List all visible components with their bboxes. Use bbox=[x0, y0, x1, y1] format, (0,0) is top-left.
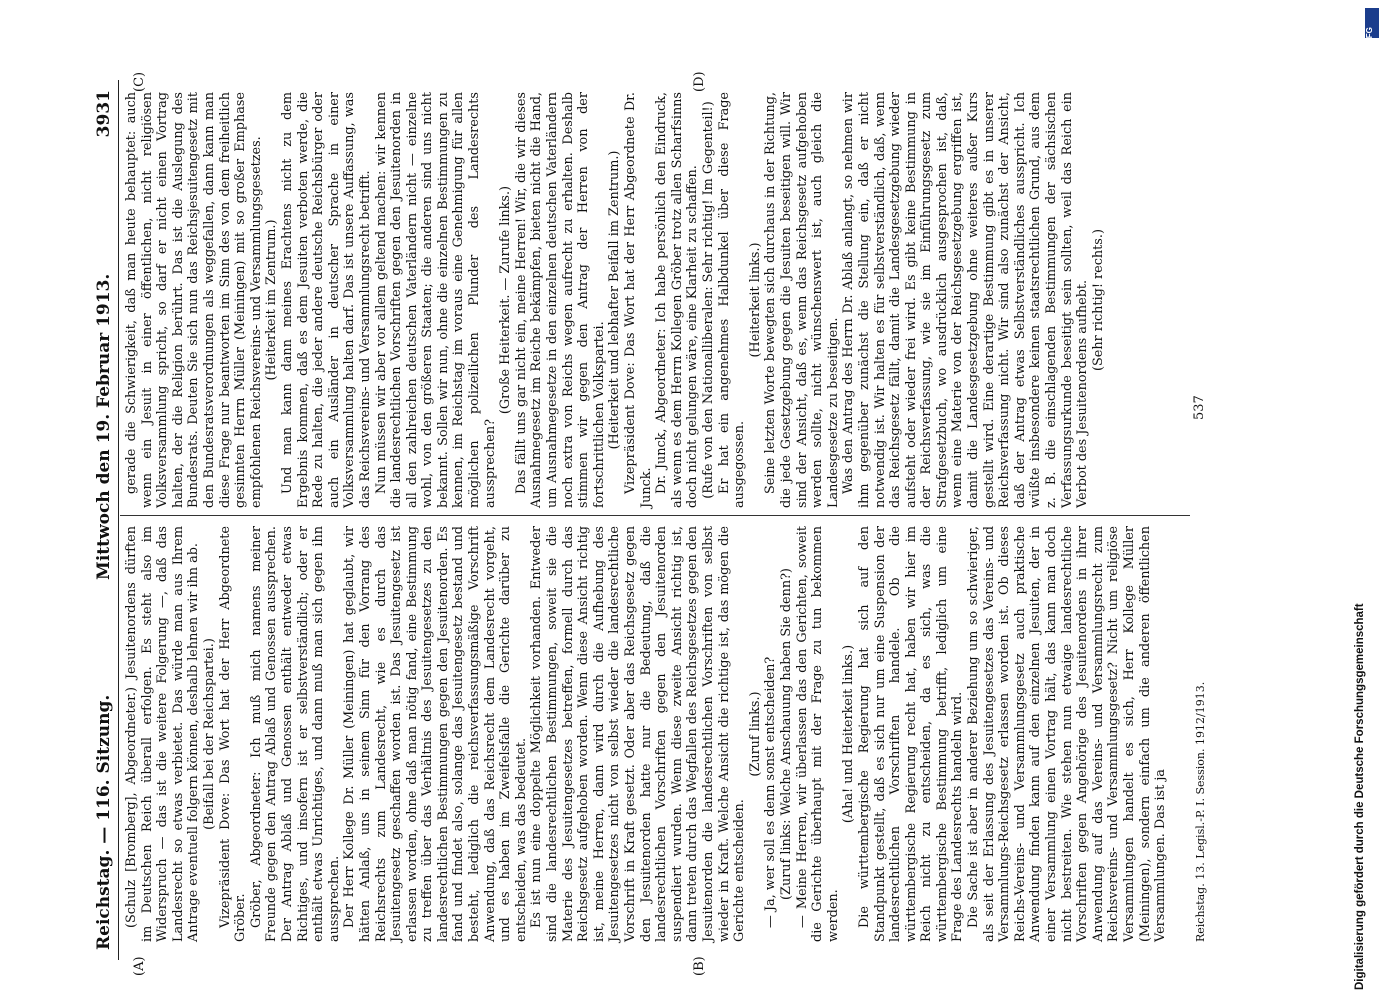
paragraph: Und man kann dann meines Erachtens nicht zu dem Ergebnis kommen, daß es dem Jesuiten verboten werde, die Rede zu halten, die jeder andere deutsche Reichsbürger oder auch ein Ausländer in deutscher Sprache in einer Volksversammlung halten darf. Das ist unsere Auffassung, was das Reichsvereins- und Versammlungsrecht betrifft. bbox=[279, 92, 373, 508]
header-left: Reichstag. — 116. Sitzung. bbox=[94, 694, 114, 950]
stage-direction: (Heiterkeit links.) bbox=[747, 242, 763, 358]
paragraph: — Meine Herren, wir überlassen das den Gerichten, soweit die Gerichte überhaupt mit der Frage zu tun bekommen werden. bbox=[794, 526, 841, 942]
dfg-logo-text: DFG bbox=[1365, 27, 1374, 44]
header-page-number: 3931 bbox=[94, 90, 114, 138]
dfg-logo bbox=[1365, 8, 1379, 44]
stage-direction: (Heiterkeit im Zentrum.) bbox=[264, 219, 280, 381]
paragraph: Gröber, Abgeordneter: Ich muß mich namens meiner Freunde gegen den Antrag Ablaß und Genossen aussprechen. Der Antrag Ablaß und Genossen enthält entweder etwas Richtiges, und insofern ist er selbstverständlich; oder er enthält etwas Unrichtiges, und dann muß man sich gegen ihn aussprechen. bbox=[248, 526, 342, 942]
paragraph: gerade die Schwierigkeit, daß man heute behauptet: auch wenn ein Jesuit in einer öffentlichen, nicht religiösen Volksversammlung spricht, so darf er nicht einen Vortrag halten, der die Religion berührt. Das ist die Auslegung des Bundesrats. Deuten Sie sich nun das Reichsjesuitengesetz mit den Bundesratsverordnungen als weggefallen, dann kann man diese Frage nur beantworten im Sinn des von dem freiheitlich gesinnten Herrn Müller (Meiningen) mit so großer Emphase empfohlenen Reichsvereins- und Versammlungsgesetzes. bbox=[124, 92, 264, 508]
footer-page-number: 537 bbox=[1192, 395, 1207, 420]
paragraph: — Ja, wer soll es denn sonst entscheiden? bbox=[763, 656, 779, 928]
margin-mark-c: (C) bbox=[132, 71, 147, 92]
paragraph: Nun müssen wir aber vor allem geltend machen: wir kennen die landesrechtlichen Vorschriften gegen den Jesuitenorden in all den zahlreichen deutschen Vaterländern nicht — einzelne wohl, von den größeren Staaten; die anderen sind uns nicht bekannt. Sollen wir nun, ohne die einzelnen Bestimmungen zu kennen, im Reichstag im voraus eine Genehmigung für allen möglichen polizeilichen Plunder des Landesrechts aussprechen? bbox=[373, 92, 498, 508]
paragraph: Vizepräsident Dove: Das Wort hat der Herr Abgeordnete Gröber. bbox=[217, 526, 249, 942]
margin-mark-d: (D) bbox=[692, 71, 707, 92]
page-header bbox=[92, 80, 119, 960]
stage-direction: (Große Heiterkeit. — Zurufe links.) bbox=[498, 185, 514, 415]
rotated-page bbox=[92, 71, 1302, 976]
paragraph: Er hat ein angenehmes Halbdunkel über diese Frage ausgegossen. bbox=[716, 92, 748, 508]
digitization-text: Digitalisierung gefördert durch die Deutsche Forschungsgemeinschaft bbox=[1354, 603, 1366, 990]
paragraph: Der Herr Kollege Dr. Müller (Meiningen) hat geglaubt, wir hätten Anlaß, uns in seinem Sinn für den Vorrang des Reichsrechts zum Landesrecht, wie es durch das Jesuitengesetz geschaffen worden ist. Das Jesuitengesetz ist erlassen worden, ohne daß man nötig fand, eine Bestimmung zu treffen über das Verhältnis des Jesuitengesetzes zu den landesrechtlichen Bestimmungen gegen den Jesuitenorden. Es fand und findet also, solange das Jesuitengesetz bestand und besteht, lediglich die reichsverfassungsmäßige Vorschrift Anwendung, daß das Reichsrecht dem Landesrecht vorgeht, und es haben im Zweifelsfalle die Gerichte darüber zu entscheiden, was das bedeutet. bbox=[342, 526, 529, 942]
margin-mark-a: (A) bbox=[132, 956, 147, 976]
stage-direction: (Aha! und Heiterkeit links.) bbox=[841, 644, 857, 824]
stage-direction: (Rufe von den Nationalliberalen: Sehr richtig! Im Gegenteil!) bbox=[700, 101, 716, 499]
paragraph: Seine letzten Worte bewegten sich durchaus in der Richtung, die jede Gesetzgebung gegen die Jesuiten beseitigen will. Wir sind der Ansicht, daß es, wenn das Reichsgesetz aufgehoben werden sollte, nicht wünschenswert ist, auch gleich die Landesgesetze zu beseitigen. bbox=[763, 92, 841, 508]
column-divider bbox=[120, 515, 1190, 516]
digitization-note bbox=[1348, 10, 1378, 995]
stage-direction: (Sehr richtig! rechts.) bbox=[1090, 229, 1106, 371]
paragraph: Dr. Junck, Abgeordneter: Ich habe persönlich den Eindruck, als wenn es dem Herrn Kollegen Gröber trotz allen Scharfsinns doch nicht gelungen wäre, eine Klarheit zu schaffen. bbox=[654, 92, 701, 508]
stage-direction: (Beifall bei der Reichspartei.) bbox=[201, 638, 217, 830]
paragraph: (Schulz [Bromberg], Abgeordneter.) Jesuitenordens dürften im Deutschen Reich überall erfolgen. Es steht also im Widerspruch — das ist die weitere Folgerung —, daß das Landesrecht so etwas verbietet. Das würde man aus Ihrem Antrage eventuell folgern können, deshalb lehnen wir ihn ab. bbox=[124, 526, 202, 942]
paragraph: Vizepräsident Dove: Das Wort hat der Herr Abgeordnete Dr. Junck. bbox=[623, 92, 654, 508]
paragraph: Die württembergische Regierung hat sich auf den Standpunkt gestellt, daß es sich nur um eine Suspension der landesrechtlichen Vorschriften handele. Ob die württembergische Regierung recht hat, haben wir hier im Reich nicht zu entscheiden, da es sich, was die württembergische Bestimmung betrifft, lediglich um eine Frage des Landesrechts handeln wird. bbox=[856, 526, 966, 942]
column-right bbox=[124, 92, 1106, 508]
paragraph: Das fällt uns gar nicht ein, meine Herren! Wir, die wir dieses Ausnahmegesetz im Reiche bekämpfen, bieten nicht die Hand, um Ausnahmegesetze in den einzelnen deutschen Vaterländern noch extra von Reichs wegen aufrecht zu erhalten. Deshalb stimmen wir gegen den Antrag der Herren von der fortschrittlichen Volkspartei. bbox=[513, 92, 607, 508]
stage-direction: (Zuruf links: Welche Anschauung haben Sie denn?) bbox=[778, 568, 794, 900]
stage-direction: (Heiterkeit und lebhafter Beifall im Zentrum.) bbox=[607, 150, 623, 450]
column-left bbox=[124, 526, 1169, 942]
stage-direction: (Zuruf links.) bbox=[747, 691, 763, 777]
margin-mark-b: (B) bbox=[692, 956, 707, 976]
footer-session: Reichstag. 13. Legisl.-P. I. Session. 1912/1913. bbox=[1194, 681, 1207, 942]
header-date: Mittwoch den 19. Februar 1913. bbox=[94, 273, 114, 580]
paragraph: Die Sache ist aber in anderer Beziehung um so schwieriger, als seit der Erlassung des Jesuitengesetzes das Vereins- und Versammlungs-Reichsgesetz erlassen worden ist. Ob dieses Reichs-Vereins- und Versammlungsgesetz auch praktische Anwendung finden kann auf den einzelnen Jesuiten, der in einer Versammlung einen Vortrag hält, das kann man doch nicht bestreiten. Wie stehen nun etwaige landesrechtliche Vorschriften gegen Angehörige des Jesuitenordens in ihrer Anwendung auf das Vereins- und Versammlungsrecht zum Reichsvereins- und Versammlungsgesetz? Nicht um religiöse Versammlungen handelt es sich, Herr Kollege Müller (Meiningen), sondern einfach um die anderen öffentlichen Versammlungen. Das ist ja bbox=[966, 526, 1169, 942]
paragraph: Was den Antrag des Herrn Dr. Ablaß anlangt, so nehmen wir ihm gegenüber zunächst die Stellung ein, daß er nicht notwendig ist. Wir halten es für selbstverständlich, daß, wenn das Reichsgesetz fällt, damit die Landesgesetzgebung wieder aufsteht oder wieder frei wird. Es gibt keine Bestimmung in der Reichsverfassung, wie sie im Einführungsgesetz zum Strafgesetzbuch, wo ausdrücklich ausgesprochen ist, daß, wenn eine Materie von der Reichsgesetzgebung ergriffen ist, damit die Landesgesetzgebung ohne weiteres außer Kurs gestellt wird. Eine derartige Bestimmung gibt es in unserer Reichsverfassung nicht. Wir sind also zunächst der Ansicht, daß der Antrag etwas Selbstverständliches ausspricht. Ich wüßte insbesondere keinen staatsrechtlichen Grund, aus dem z. B. die einschlagenden Bestimmungen der sächsischen Verfassungsurkunde beseitigt sein sollten, weil das Reich ein Verbot des Jesuitenordens aufhebt. bbox=[841, 92, 1091, 508]
paragraph: Es ist nun eine doppelte Möglichkeit vorhanden. Entweder sind die landesrechtlichen Bestimmungen, soweit sie die Materie des Jesuitengesetzes betreffen, formell durch das Reichsgesetz aufgehoben worden. Wenn diese Ansicht richtig ist, meine Herren, dann wird durch die Aufhebung des Jesuitengesetzes nicht von selbst wieder die landesrechtliche Vorschrift in Kraft gesetzt. Oder aber das Reichsgesetz gegen den Jesuitenorden hatte nur die Bedeutung, daß die landesrechtlichen Vorschriften gegen den Jesuitenorden suspendiert wurden. Wenn diese zweite Ansicht richtig ist, dann treten durch das Wegfallen des Reichsgesetzes gegen den Jesuitenorden die landesrechtlichen Vorschriften von selbst wieder in Kraft. Welche Ansicht die richtige ist, das mögen die Gerichte entscheiden. bbox=[529, 526, 748, 942]
